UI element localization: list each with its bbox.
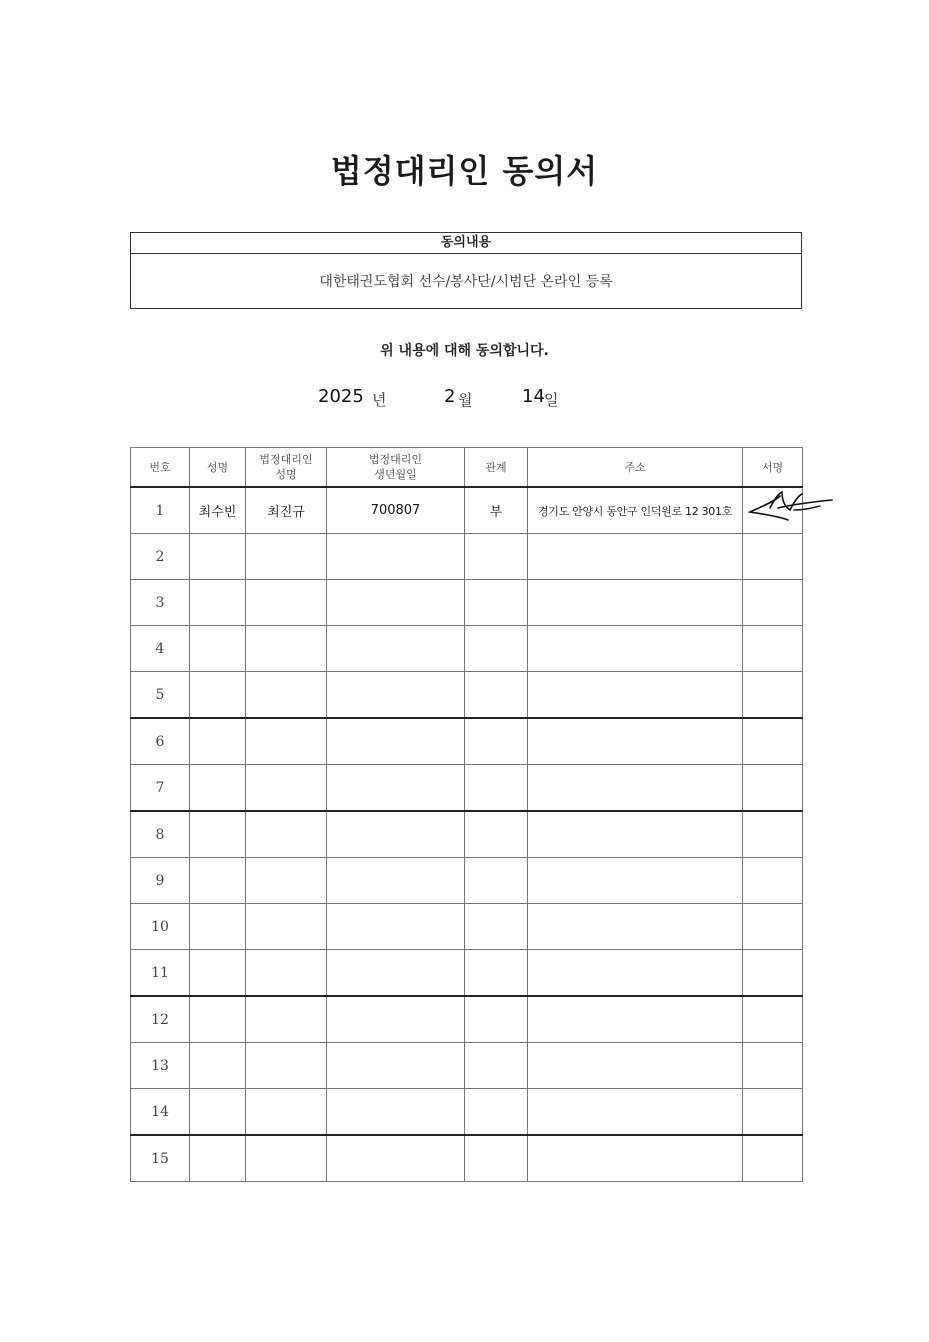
consent-box bbox=[130, 232, 802, 309]
header-no: 번호 bbox=[131, 448, 190, 488]
consent-content: 대한태권도협회 선수/봉사단/시범단 온라인 등록 bbox=[319, 274, 613, 290]
table-row bbox=[131, 534, 803, 580]
table-row bbox=[131, 487, 803, 534]
header-name: 성명 bbox=[190, 448, 246, 488]
row-number: 6 bbox=[131, 718, 190, 765]
consent-heading: 동의내용 bbox=[131, 233, 801, 254]
row-number: 5 bbox=[131, 672, 190, 719]
date-year-unit: 년 bbox=[372, 391, 387, 409]
header-guardian-name-line1: 법정대리인 bbox=[259, 453, 313, 466]
table-row bbox=[131, 1135, 803, 1182]
table-row bbox=[131, 1089, 803, 1136]
table-row bbox=[131, 626, 803, 672]
row-number: 10 bbox=[131, 904, 190, 950]
header-guardian-birth-line2: 생년월일 bbox=[374, 468, 417, 481]
row-number: 14 bbox=[131, 1089, 190, 1136]
table-row bbox=[131, 765, 803, 812]
date-month: 2 bbox=[444, 386, 456, 407]
row-number: 13 bbox=[131, 1043, 190, 1089]
header-guardian-birth bbox=[327, 448, 465, 488]
address: 경기도 안양시 동안구 인덕원로 12 301호 bbox=[528, 487, 743, 534]
row-number: 12 bbox=[131, 996, 190, 1043]
date-month-unit: 월 bbox=[458, 391, 473, 409]
table-row bbox=[131, 672, 803, 719]
guardian-birthdate: 700807 bbox=[327, 487, 465, 534]
table-row bbox=[131, 811, 803, 858]
table-row bbox=[131, 950, 803, 997]
header-guardian-name bbox=[246, 448, 327, 488]
row-number: 4 bbox=[131, 626, 190, 672]
header-signature: 서명 bbox=[743, 448, 803, 488]
header-relation: 관계 bbox=[465, 448, 528, 488]
row-number: 3 bbox=[131, 580, 190, 626]
row-number: 8 bbox=[131, 811, 190, 858]
date-day-unit: 일 bbox=[544, 391, 559, 409]
table-row bbox=[131, 1043, 803, 1089]
row-number: 11 bbox=[131, 950, 190, 997]
row-number: 1 bbox=[131, 487, 190, 534]
guardian-roster-table bbox=[130, 447, 803, 1182]
document-title: 법정대리인 동의서 bbox=[330, 152, 599, 190]
table-row bbox=[131, 904, 803, 950]
header-guardian-birth-line1: 법정대리인 bbox=[368, 453, 423, 466]
header-guardian-name-line2: 성명 bbox=[275, 468, 297, 481]
table-row bbox=[131, 580, 803, 626]
relation: 부 bbox=[465, 487, 528, 534]
row-number: 2 bbox=[131, 534, 190, 580]
row-number: 7 bbox=[131, 765, 190, 812]
table-row bbox=[131, 996, 803, 1043]
student-name: 최수빈 bbox=[190, 487, 246, 534]
table-row bbox=[131, 858, 803, 904]
row-number: 9 bbox=[131, 858, 190, 904]
header-address: 주소 bbox=[528, 448, 743, 488]
row-number: 15 bbox=[131, 1135, 190, 1182]
table-row bbox=[131, 718, 803, 765]
date-day: 14 bbox=[522, 386, 545, 407]
handwritten-signature bbox=[748, 488, 834, 524]
guardian-name: 최진규 bbox=[246, 487, 327, 534]
date-year: 2025 bbox=[318, 386, 364, 407]
agree-statement: 위 내용에 대해 동의합니다. bbox=[380, 343, 549, 359]
